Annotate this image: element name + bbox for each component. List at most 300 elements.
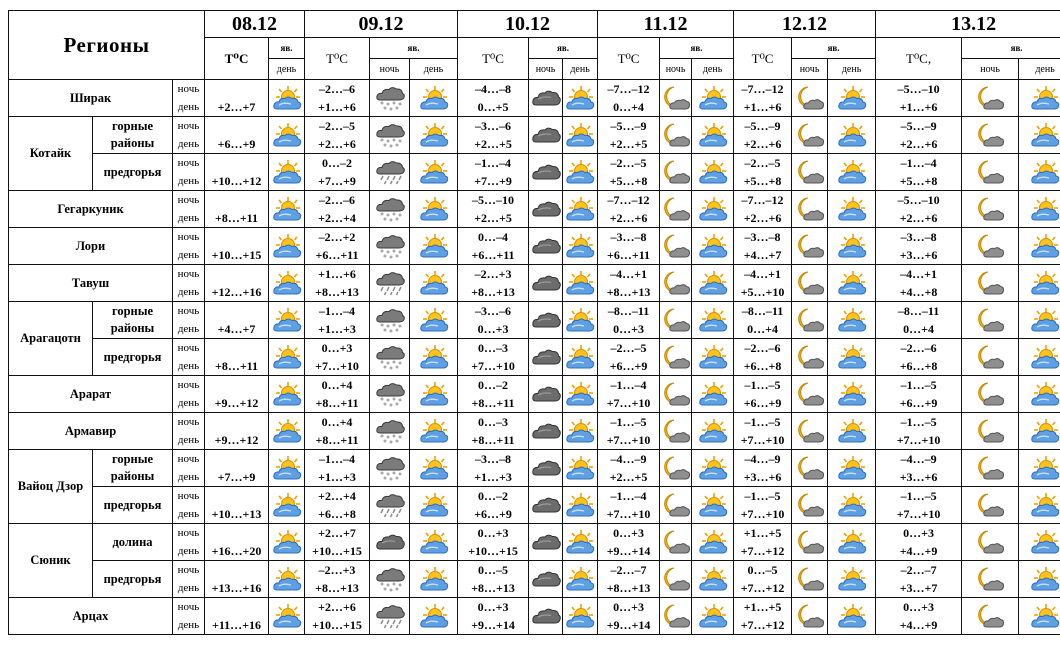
moon-cloud-icon [795, 307, 825, 333]
temperature-cell [598, 302, 660, 339]
sun-cloud-icon [837, 492, 867, 518]
sun-cloud-icon [419, 418, 449, 444]
night-temperature: –3…–8 [475, 452, 512, 466]
moon-cloud-icon [661, 529, 691, 555]
table-row [9, 339, 1060, 376]
sun-cloud-icon [419, 159, 449, 185]
temperature-cell [305, 524, 370, 561]
weather-icon-cell [269, 191, 305, 228]
moon-cloud-icon [795, 159, 825, 185]
weather-icon-cell [370, 487, 410, 524]
weather-icon-cell [269, 487, 305, 524]
temperature-cell [876, 598, 962, 635]
night-header: ночь [529, 59, 563, 80]
night-temperature: 0…+3 [903, 600, 934, 614]
region-name: Тавуш [9, 265, 173, 302]
dark-cloud-icon [531, 418, 561, 444]
temperature-cell [876, 413, 962, 450]
day-temperature: +6…+9 [899, 396, 938, 410]
weather-icon-cell [370, 80, 410, 117]
weather-icon-cell [410, 80, 458, 117]
temperature-cell [734, 302, 792, 339]
night-temperature: +1…+5 [743, 526, 782, 540]
weather-icon-cell [269, 302, 305, 339]
weather-icon-cell [792, 376, 828, 413]
night-temperature: –1…–5 [744, 489, 781, 503]
night-temperature: –2…+2 [318, 230, 356, 244]
moon-cloud-icon [661, 122, 691, 148]
day-temperature: +6…+11 [607, 248, 651, 262]
table-row [9, 450, 1060, 487]
weather-icon-cell [660, 117, 692, 154]
moon-cloud-icon [661, 418, 691, 444]
night-temperature [205, 302, 268, 320]
night-temperature [205, 524, 268, 542]
day-temperature: +9…+14 [606, 544, 651, 558]
sun-cloud-icon [419, 344, 449, 370]
sun-cloud-icon [837, 196, 867, 222]
region-name: Лори [9, 228, 173, 265]
sun-cloud-icon [698, 603, 728, 629]
weather-icon-cell [660, 376, 692, 413]
date-header: 13.12 [876, 11, 1060, 38]
table-row [9, 228, 1060, 265]
night-temperature: –7…–12 [741, 193, 784, 207]
moon-cloud-icon [661, 159, 691, 185]
weather-icon-cell [792, 450, 828, 487]
day-temperature: +5…+8 [743, 174, 782, 188]
day-temperature: +8…+11 [315, 396, 359, 410]
weather-icon-cell [1019, 228, 1060, 265]
sun-cloud-icon [1030, 566, 1060, 592]
temperature-cell [305, 117, 370, 154]
temperature-cell [458, 154, 529, 191]
weather-icon-cell [962, 450, 1019, 487]
night-day-labels [173, 598, 205, 635]
weather-icon-cell [370, 376, 410, 413]
night-temperature: –5…–9 [900, 119, 937, 133]
sun-cloud-icon [1030, 159, 1060, 185]
moon-cloud-icon [661, 307, 691, 333]
night-temperature [205, 154, 268, 172]
day-temperature: +2…+5 [474, 211, 512, 225]
day-temperature: +1…+3 [318, 470, 356, 484]
weather-icon-cell [792, 413, 828, 450]
night-temperature: –7…–12 [607, 82, 650, 96]
rain-cloud-icon [375, 270, 405, 296]
day-temperature: +10…+15 [312, 544, 362, 558]
temp-header: T⁰C, [876, 38, 962, 80]
moon-cloud-icon [975, 492, 1005, 518]
sun-cloud-icon [272, 566, 302, 592]
sun-cloud-icon [698, 344, 728, 370]
night-temperature: –3…–6 [475, 304, 512, 318]
night-label: ночь [177, 416, 200, 428]
table-row [9, 302, 1060, 339]
sun-cloud-icon [698, 492, 728, 518]
day-label: день [177, 323, 200, 335]
sun-cloud-icon [419, 233, 449, 259]
snow-cloud-icon [375, 455, 405, 481]
temperature-cell [305, 487, 370, 524]
weather-icon-cell [660, 302, 692, 339]
weather-icon-cell [410, 598, 458, 635]
weather-icon-cell [792, 339, 828, 376]
day-temperature: +2…+6 [609, 211, 648, 225]
weather-icon-cell [962, 561, 1019, 598]
temp-header: T⁰C [598, 38, 660, 80]
night-temperature: 0…+3 [321, 341, 353, 355]
subregion-name: горные районы [93, 450, 173, 487]
weather-icon-cell [962, 117, 1019, 154]
weather-icon-cell [660, 339, 692, 376]
weather-icon-cell [962, 413, 1019, 450]
weather-icon-cell [828, 117, 876, 154]
weather-icon-cell [370, 302, 410, 339]
sun-cloud-icon [1030, 603, 1060, 629]
snow-cloud-icon [375, 196, 405, 222]
temperature-cell [598, 154, 660, 191]
day-temperature: +8…+13 [315, 285, 359, 299]
sun-cloud-icon [1030, 455, 1060, 481]
date-header: 10.12 [458, 11, 598, 38]
table-row [9, 413, 1060, 450]
night-day-labels [173, 487, 205, 524]
dark-cloud-icon [531, 344, 561, 370]
night-day-labels [173, 191, 205, 228]
temperature-cell [205, 561, 269, 598]
weather-icon-cell [269, 450, 305, 487]
temperature-cell [458, 191, 529, 228]
day-temperature: +7…+9 [318, 174, 356, 188]
weather-icon-cell [1019, 524, 1060, 561]
day-temperature: +1…+6 [318, 100, 356, 114]
sun-cloud-icon [698, 85, 728, 111]
weather-icon-cell [828, 413, 876, 450]
night-temperature: 0…+3 [903, 526, 934, 540]
subregion-name: предгорья [93, 487, 173, 524]
weather-icon-cell [1019, 117, 1060, 154]
weather-icon-cell [529, 450, 563, 487]
night-day-labels [173, 376, 205, 413]
day-temperature: +7…+10 [896, 433, 941, 447]
day-header: день [410, 59, 458, 80]
sun-cloud-icon [1030, 418, 1060, 444]
weather-icon-cell [792, 154, 828, 191]
weather-icon-cell [269, 524, 305, 561]
weather-icon-cell [792, 561, 828, 598]
night-temperature: –4…–9 [744, 452, 781, 466]
weather-icon-cell [962, 228, 1019, 265]
day-temperature: +8…+13 [315, 581, 359, 595]
weather-icon-cell [563, 413, 598, 450]
temperature-cell [876, 265, 962, 302]
dark-cloud-icon [531, 455, 561, 481]
date-header: 08.12 [205, 11, 305, 38]
temperature-cell [305, 450, 370, 487]
night-day-labels [173, 561, 205, 598]
temperature-cell [876, 80, 962, 117]
temperature-cell [734, 117, 792, 154]
day-temperature: +6…+9 [474, 507, 512, 521]
rain-cloud-icon [375, 492, 405, 518]
day-temperature: +2…+6 [318, 137, 356, 151]
weather-icon-cell [660, 228, 692, 265]
region-name: Сюник [9, 524, 93, 598]
table-row [9, 376, 1060, 413]
sun-cloud-icon [272, 344, 302, 370]
weather-icon-cell [563, 302, 598, 339]
weather-icon-cell [692, 376, 734, 413]
day-label: день [177, 582, 200, 594]
sun-cloud-icon [837, 122, 867, 148]
day-temperature: +10…+15 [211, 248, 262, 262]
day-header: день [563, 59, 598, 80]
night-temperature: –1…–4 [319, 452, 356, 466]
day-label: день [177, 508, 200, 520]
sun-cloud-icon [272, 233, 302, 259]
weather-icon-cell [563, 80, 598, 117]
night-temperature [205, 80, 268, 98]
night-temperature: +2…+4 [318, 489, 356, 503]
day-header: день [692, 59, 734, 80]
weather-icon-cell [1019, 80, 1060, 117]
weather-icon-cell [410, 561, 458, 598]
sun-cloud-icon [837, 159, 867, 185]
night-day-labels [173, 413, 205, 450]
region-name: Арарат [9, 376, 173, 413]
night-temperature: –4…–8 [475, 82, 512, 96]
temperature-cell [205, 524, 269, 561]
day-temperature: 0…+3 [613, 322, 644, 336]
sun-cloud-icon [698, 233, 728, 259]
night-temperature: –7…–12 [607, 193, 650, 207]
weather-icon-cell [962, 376, 1019, 413]
moon-cloud-icon [795, 529, 825, 555]
weather-icon-cell [269, 154, 305, 191]
sun-cloud-icon [837, 455, 867, 481]
dark-cloud-icon [531, 196, 561, 222]
day-temperature: +7…+9 [474, 174, 512, 188]
weather-icon-cell [792, 117, 828, 154]
weather-icon-cell [269, 228, 305, 265]
sun-cloud-icon [698, 566, 728, 592]
moon-cloud-icon [795, 381, 825, 407]
night-label: ночь [177, 83, 200, 95]
day-temperature: +6…+8 [743, 359, 782, 373]
temperature-cell [876, 376, 962, 413]
moon-cloud-icon [661, 566, 691, 592]
day-temperature: +7…+12 [740, 544, 785, 558]
table-row [9, 598, 1060, 635]
day-temperature: +8…+13 [606, 285, 651, 299]
temperature-cell [734, 487, 792, 524]
sun-cloud-icon [1030, 122, 1060, 148]
temperature-cell [598, 191, 660, 228]
dark-cloud-icon [531, 603, 561, 629]
weather-icon-cell [962, 339, 1019, 376]
temperature-cell [458, 228, 529, 265]
day-temperature: +6…+8 [318, 507, 356, 521]
sun-cloud-icon [419, 603, 449, 629]
moon-cloud-icon [975, 233, 1005, 259]
temperature-cell [458, 598, 529, 635]
sun-cloud-icon [272, 418, 302, 444]
night-day-labels [173, 154, 205, 191]
day-temperature: +8…+11 [215, 211, 259, 225]
table-row [9, 265, 1060, 302]
day-temperature: +2…+5 [609, 137, 648, 151]
day-temperature: +6…+11 [471, 248, 515, 262]
day-temperature: +12…+16 [211, 285, 262, 299]
weather-icon-cell [529, 561, 563, 598]
night-temperature: –4…+1 [610, 267, 647, 281]
table-row [9, 524, 1060, 561]
weather-icon-cell [692, 302, 734, 339]
day-label: день [177, 212, 200, 224]
sun-cloud-icon [565, 455, 595, 481]
phenomena-header: яв. [792, 38, 876, 59]
snow-cloud-icon [375, 307, 405, 333]
weather-icon-cell [563, 524, 598, 561]
night-day-labels [173, 117, 205, 154]
night-temperature: –8…–11 [607, 304, 650, 318]
day-temperature: +7…+10 [896, 507, 941, 521]
weather-icon-cell [692, 191, 734, 228]
weather-icon-cell [660, 154, 692, 191]
weather-icon-cell [269, 598, 305, 635]
night-day-labels [173, 265, 205, 302]
temperature-cell [305, 265, 370, 302]
day-temperature: +8…+11 [471, 433, 515, 447]
weather-icon-cell [370, 561, 410, 598]
night-temperature: 0…–4 [478, 230, 509, 244]
subregion-name: горные районы [93, 302, 173, 339]
day-temperature: +11…+16 [212, 618, 262, 632]
night-temperature: –1…–4 [610, 489, 647, 503]
sun-cloud-icon [272, 270, 302, 296]
moon-cloud-icon [975, 270, 1005, 296]
sun-cloud-icon [1030, 381, 1060, 407]
temp-header: T⁰C [734, 38, 792, 80]
date-header: 12.12 [734, 11, 876, 38]
day-temperature: +7…+10 [315, 359, 359, 373]
night-header: ночь [962, 59, 1019, 80]
sun-cloud-icon [419, 85, 449, 111]
temperature-cell [598, 487, 660, 524]
weather-icon-cell [370, 339, 410, 376]
night-temperature: –3…–8 [744, 230, 781, 244]
moon-cloud-icon [795, 270, 825, 296]
day-header: день [828, 59, 876, 80]
night-temperature [205, 376, 268, 394]
temperature-cell [598, 265, 660, 302]
moon-cloud-icon [975, 566, 1005, 592]
dark-cloud-icon [531, 529, 561, 555]
sun-cloud-icon [1030, 270, 1060, 296]
night-temperature: –1…–5 [744, 378, 781, 392]
sun-cloud-icon [272, 455, 302, 481]
weather-icon-cell [1019, 450, 1060, 487]
night-temperature [205, 413, 268, 431]
temperature-cell [305, 228, 370, 265]
weather-icon-cell [269, 339, 305, 376]
weather-icon-cell [828, 191, 876, 228]
sun-cloud-icon [698, 270, 728, 296]
night-temperature: –2…–5 [744, 156, 781, 170]
temperature-cell [458, 487, 529, 524]
dark-cloud-icon [531, 159, 561, 185]
table-row [9, 117, 1060, 154]
weather-icon-cell [660, 487, 692, 524]
night-temperature [205, 117, 268, 135]
sun-cloud-icon [419, 566, 449, 592]
sun-cloud-icon [1030, 196, 1060, 222]
moon-cloud-icon [795, 196, 825, 222]
sun-cloud-icon [419, 270, 449, 296]
sun-cloud-icon [419, 492, 449, 518]
sun-cloud-icon [565, 381, 595, 407]
weather-icon-cell [410, 450, 458, 487]
sun-cloud-icon [837, 233, 867, 259]
day-temperature: 0…+3 [477, 322, 509, 336]
table-header [9, 11, 1060, 80]
day-temperature: +6…+9 [217, 137, 256, 151]
dark-cloud-icon [531, 85, 561, 111]
weather-icon-cell [692, 117, 734, 154]
day-temperature: +16…+20 [211, 544, 262, 558]
temperature-cell [876, 302, 962, 339]
day-temperature: +7…+10 [606, 507, 651, 521]
temperature-cell [305, 598, 370, 635]
subregion-name: долина [93, 524, 173, 561]
night-temperature: –4…+1 [900, 267, 937, 281]
temperature-cell [734, 339, 792, 376]
night-temperature [205, 561, 268, 579]
day-temperature: +6…+9 [609, 359, 648, 373]
night-label: ночь [177, 490, 200, 502]
night-label: ночь [177, 379, 200, 391]
sun-cloud-icon [837, 307, 867, 333]
day-temperature: +8…+13 [471, 581, 515, 595]
temperature-cell [205, 117, 269, 154]
weather-icon-cell [410, 154, 458, 191]
snow-cloud-icon [375, 418, 405, 444]
phenomena-header: яв. [370, 38, 458, 59]
temperature-cell [734, 598, 792, 635]
night-temperature: –1…–5 [900, 415, 937, 429]
night-label: ночь [177, 453, 200, 465]
sun-cloud-icon [565, 566, 595, 592]
moon-cloud-icon [661, 233, 691, 259]
weather-icon-cell [269, 376, 305, 413]
weather-icon-cell [269, 561, 305, 598]
temperature-cell [734, 376, 792, 413]
moon-cloud-icon [795, 455, 825, 481]
sun-cloud-icon [565, 196, 595, 222]
weather-icon-cell [660, 561, 692, 598]
moon-cloud-icon [661, 492, 691, 518]
moon-cloud-icon [975, 122, 1005, 148]
weather-icon-cell [792, 80, 828, 117]
day-label: день [177, 619, 200, 631]
weather-icon-cell [410, 376, 458, 413]
day-label: день [177, 397, 200, 409]
dark-cloud-icon [531, 492, 561, 518]
temperature-cell [458, 339, 529, 376]
night-temperature: –4…+1 [744, 267, 781, 281]
temperature-cell [734, 265, 792, 302]
